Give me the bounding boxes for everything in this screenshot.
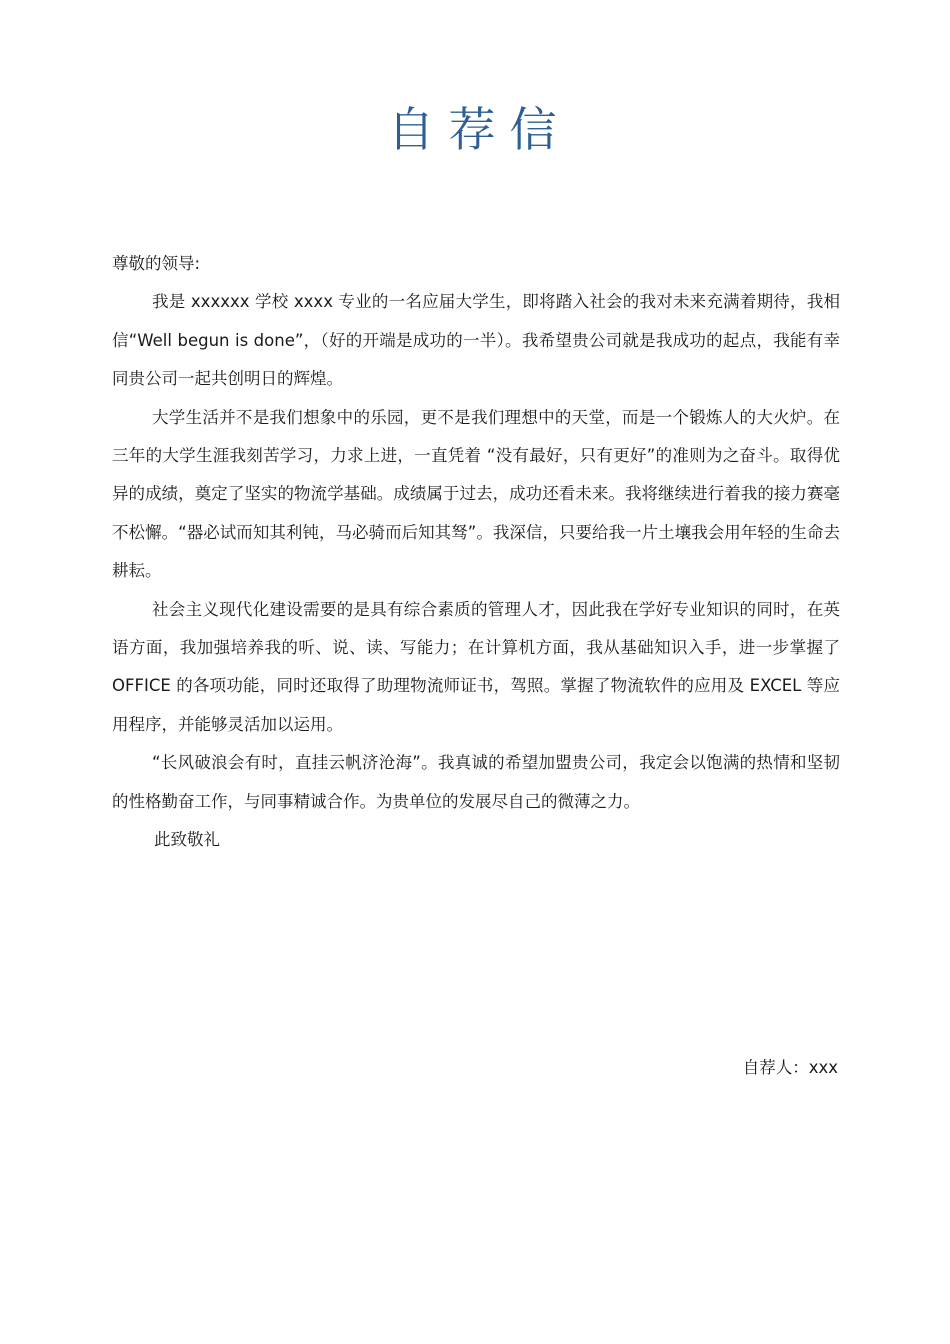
closing: 此致敬礼 [154, 830, 220, 850]
paragraph-2: 大学生活并不是我们想象中的乐园，更不是我们理想中的天堂，而是一个锻炼人的大火炉。在三年的大学生涯我刻苦学习，力求上进，一直凭着 “没有最好，只有更好”的准则为之奋斗。取得优异的成绩，奠定了坚实的物流学基础。成绩属于过去，成功还看未来。我将继续进行着我的接力赛毫不松懈。“器必试而知其利钝，马必骑而后知其驽”。我深信，只要给我一片土壤我会用年轻的生命去耕耘。 [112, 407, 840, 581]
letter-body [112, 245, 840, 860]
paragraph-3: 社会主义现代化建设需要的是具有综合素质的管理人才，因此我在学好专业知识的同时，在英语方面，我加强培养我的听、说、读、写能力；在计算机方面，我从基础知识入手，进一步掌握了 OFFICE 的各项功能，同时还取得了助理物流师证书，驾照。掌握了物流软件的应用及 EXCEL 等应用程序，并能够灵活加以运用。 [112, 599, 840, 734]
paragraph-1: 我是 xxxxxx 学校 xxxx 专业的一名应届大学生，即将踏入社会的我对未来充满着期待，我相信“Well begun is done”，（好的开端是成功的一半）。我希望贵公司就是我成功的起点，我能有幸同贵公司一起共创明日的辉煌。 [112, 292, 840, 389]
paragraph-4: “长风破浪会有时，直挂云帆济沧海”。我真诚的希望加盟贵公司，我定会以饱满的热情和坚韧的性格勤奋工作，与同事精诚合作。为贵单位的发展尽自己的微薄之力。 [112, 753, 840, 811]
signature: 自荐人：xxx [742, 1058, 838, 1077]
page-title: 自荐信 [387, 103, 571, 158]
salutation: 尊敬的领导: [112, 254, 201, 273]
